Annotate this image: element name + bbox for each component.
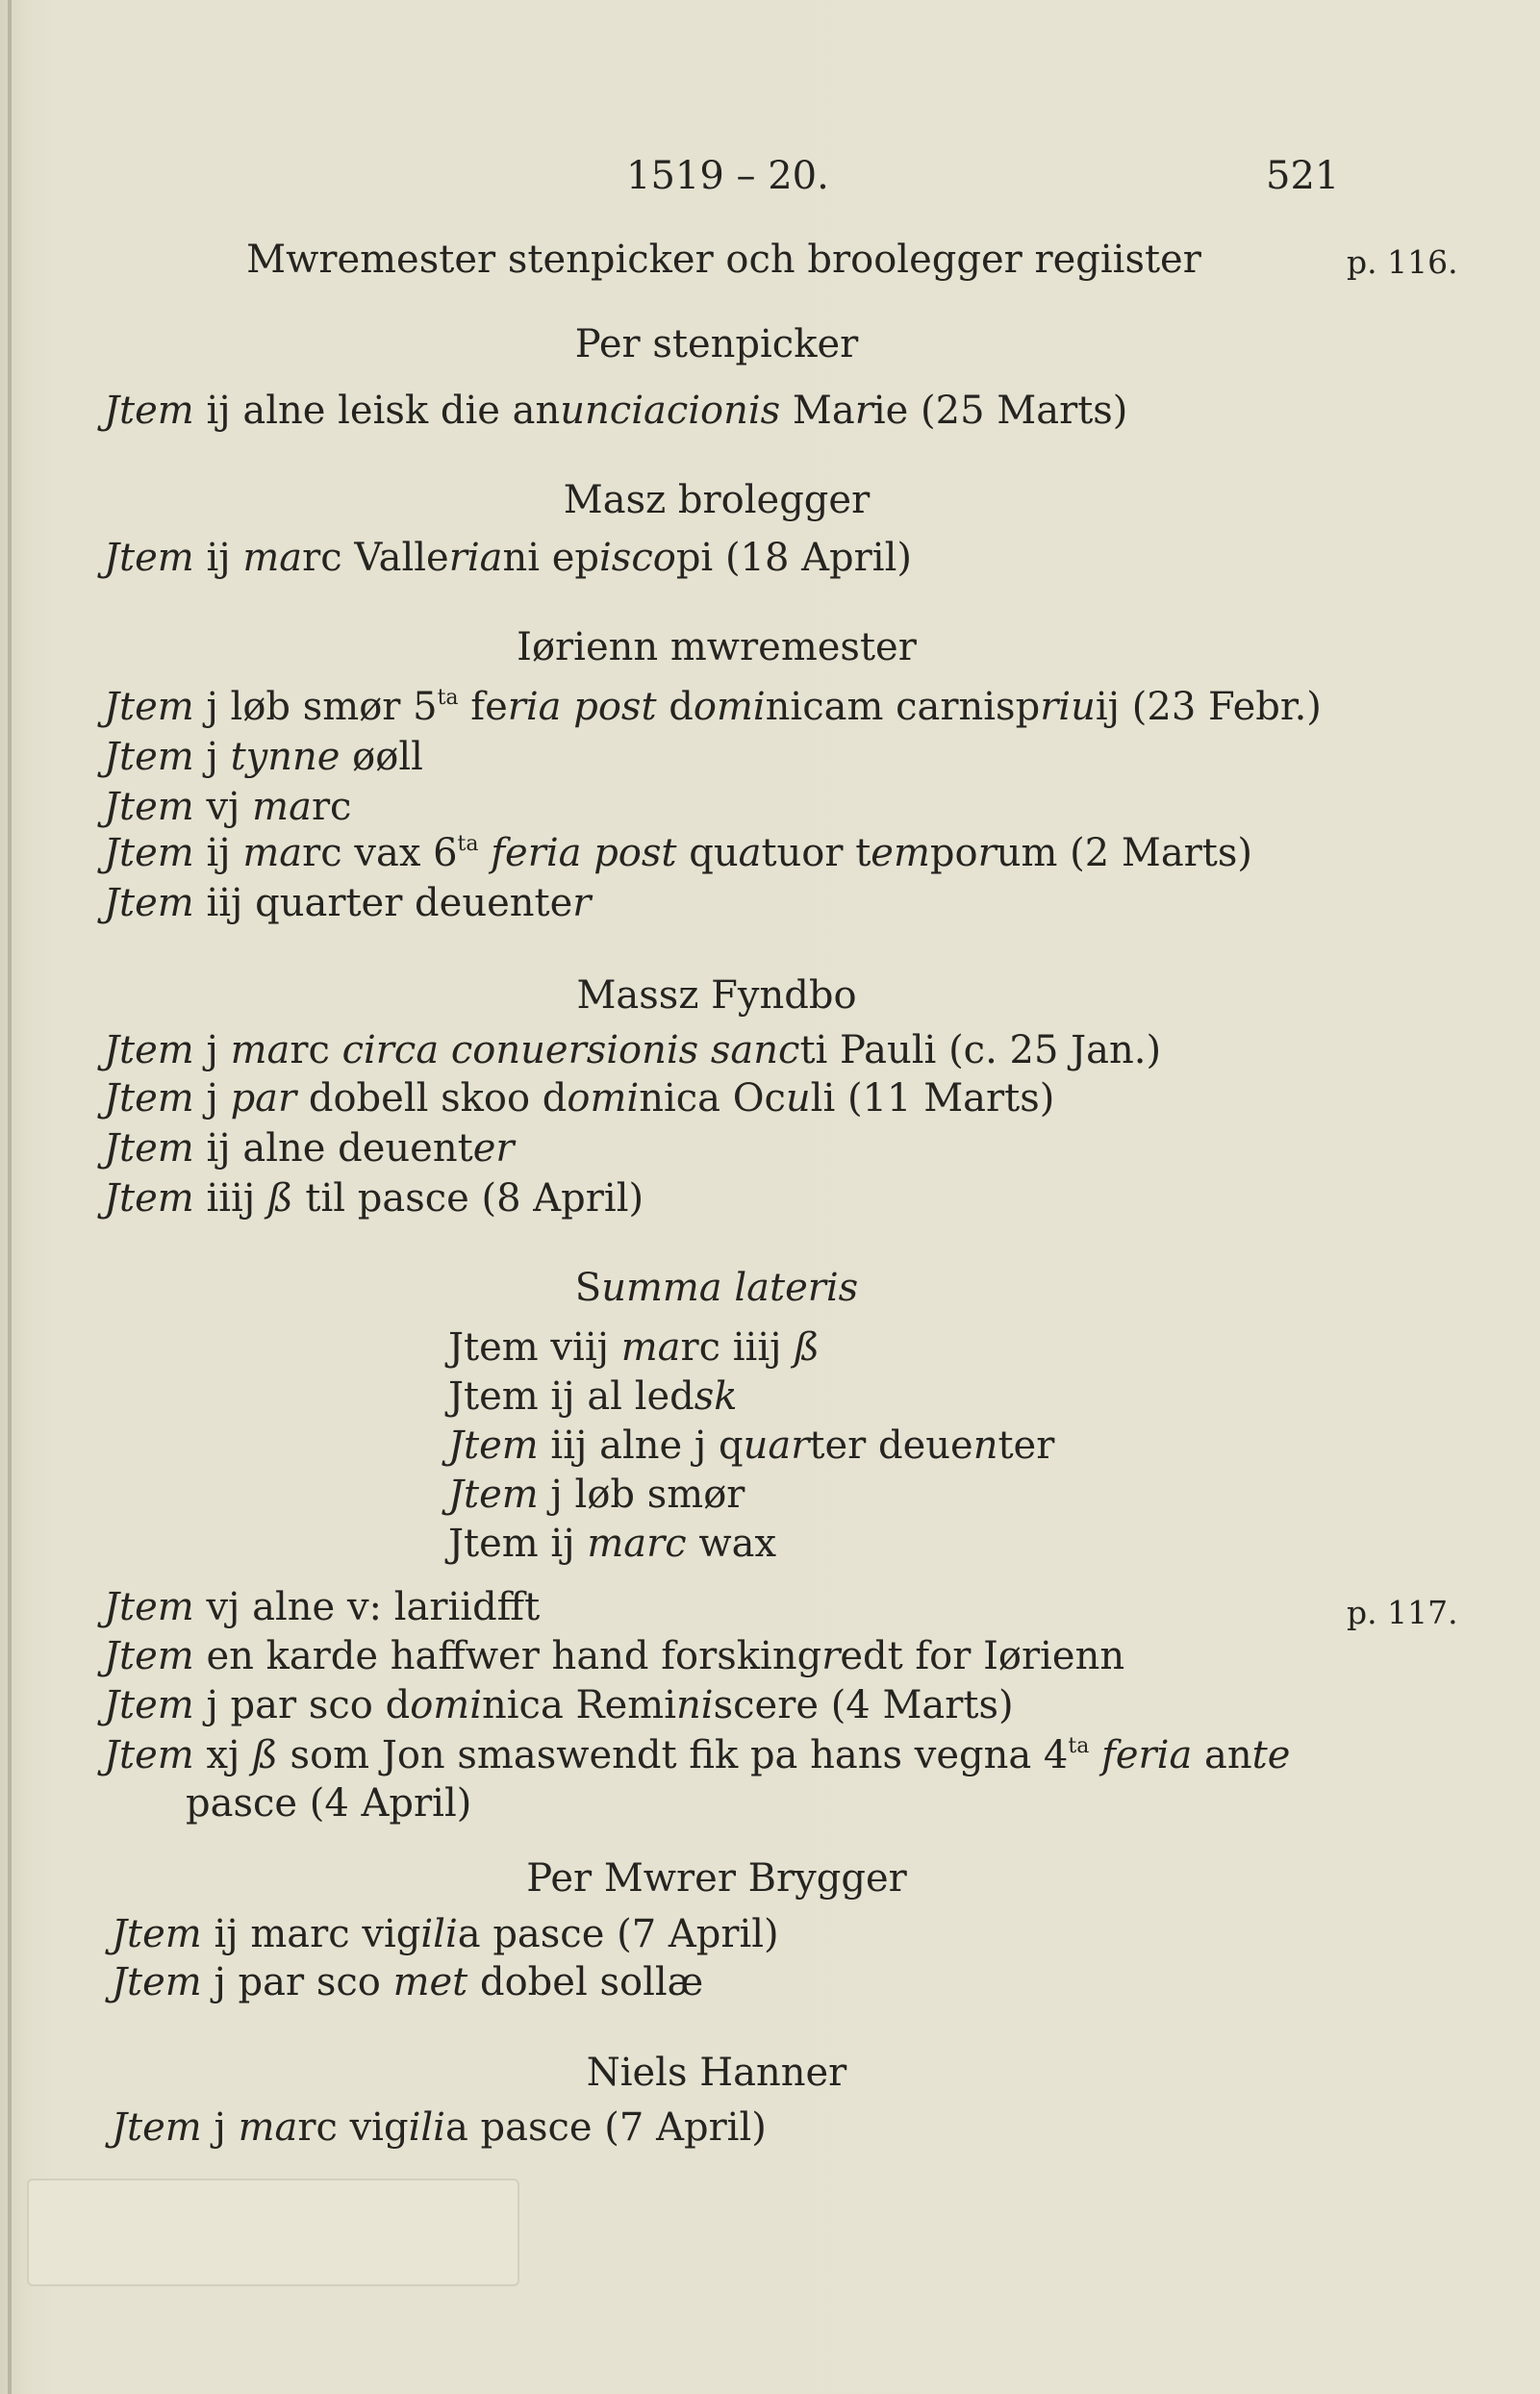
entry-line: Jtem j tynne øøll — [104, 735, 423, 779]
page-title: Mwremester stenpicker och broolegger regiister — [246, 238, 1201, 282]
entry-line: Jtem j par sco dominica Reminiscere (4 Marts) — [104, 1683, 1014, 1727]
section-heading-per-mwrer: Per Mwrer Brygger — [526, 1856, 907, 1901]
entry-line: Jtem xj ß som Jon smaswendt fik pa hans vegna $4^{ta}$ feria ante — [104, 1733, 1291, 1777]
section-heading-masz-brolegger: Masz brolegger — [563, 478, 871, 522]
entry-line: Jtem iij quarter deuenter — [104, 881, 592, 925]
entry-line: Jtem j par dobell skoo dominica Oculi (11 Marts) — [104, 1076, 1055, 1121]
entry-line: Jtem en karde haffwer hand forskingredt for Iørienn — [104, 1634, 1125, 1678]
entry-line: Jtem vj marc — [104, 785, 352, 829]
page-number: 521 — [1266, 154, 1340, 198]
entry-line: Jtem j marc circa conuersionis sancti Pauli (c. 25 Jan.) — [104, 1028, 1162, 1072]
entry-line: Jtem ij alne leisk die anunciacionis Marie (25 Marts) — [104, 389, 1128, 433]
section-heading-niels-hanner: Niels Hanner — [586, 2051, 847, 2095]
entry-line: Jtem vj alne v: lariidfft — [104, 1585, 541, 1629]
summa-heading: Summa lateris — [574, 1266, 859, 1310]
entry-line: Jtem ij marc Valleriani episcopi (18 April) — [104, 536, 912, 580]
entry-line: Jtem ij marc vigilia pasce (7 April) — [112, 1912, 779, 1956]
entry-line: Jtem ij alne deuenter — [104, 1126, 515, 1171]
library-label-tab — [27, 2179, 519, 2286]
entry-line: Jtem j par sco met dobel sollæ — [112, 1960, 704, 2004]
section-heading-iorienn: Iørienn mwremester — [517, 625, 917, 669]
section-heading-per-stenpicker: Per stenpicker — [574, 322, 859, 366]
entry-line-continuation: pasce (4 April) — [186, 1781, 472, 1826]
entry-line: Jtem j løb smør $5^{ta}$ feria post dominicam carnispriuij (23 Febr.) — [104, 685, 1322, 729]
entry-line: Jtem j marc vigilia pasce (7 April) — [112, 2105, 767, 2150]
section-heading-massz-fyndbo: Massz Fyndbo — [576, 973, 857, 1018]
summa-line: Jtem iij alne j quarter deuenter — [448, 1424, 1055, 1468]
entry-line: Jtem iiij ß til pasce (8 April) — [104, 1176, 644, 1221]
entry-line: Jtem ij marc vax $6^{ta}$ feria post quatuor temporum (2 Marts) — [104, 831, 1253, 875]
summa-line: Jtem j løb smør — [448, 1473, 745, 1517]
margin-ref-p117: p. 117. — [1347, 1594, 1458, 1631]
summa-line: Jtem viij marc iiij ß — [448, 1325, 820, 1370]
summa-line: Jtem ij marc wax — [448, 1522, 777, 1566]
running-head-years: 1519 – 20. — [626, 154, 829, 198]
margin-ref-p116: p. 116. — [1347, 243, 1458, 281]
summa-line: Jtem ij al ledsk — [448, 1374, 738, 1419]
